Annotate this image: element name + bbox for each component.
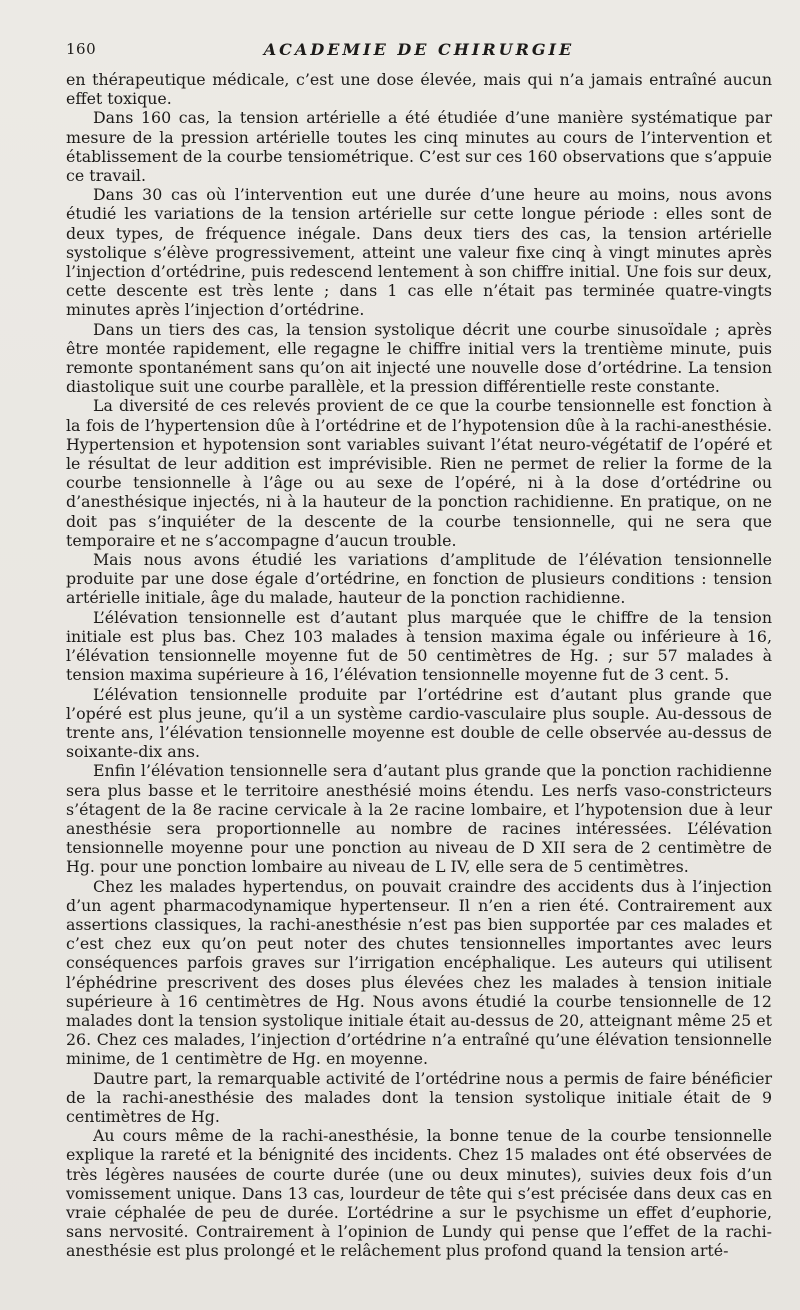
paragraph: Dautre part, la remarquable activité de l’ortédrine nous a permis de faire bénéficier de la rachi-anesthésie des malades dont la tension systolique initiale était de 9 centimètres de Hg. xyxy=(66,1068,772,1126)
paragraph: L’élévation tensionnelle produite par l’ortédrine est d’autant plus grande que l’opéré est plus jeune, qu’il a un système cardio-vasculaire plus souple. Au-dessous de trente ans, l’élévation tensionnelle moyenne est double de celle observée au-dessus de soixante-dix ans. xyxy=(66,684,772,762)
article-body xyxy=(66,70,772,1261)
paragraph: La diversité de ces relevés provient de ce que la courbe tensionnelle est fonction à la fois de l’hypertension dûe à l’ortédrine et de l’hypotension dûe à la rachi-anesthésie. Hypertension et hypotension sont variables suivant l’état neuro-végétatif de l’opéré et le résultat de leur addition est imprévisible. Rien ne permet de relier la forme de la courbe tensionnelle à l’âge ou au sexe de l’opéré, ni à la dose d’ortédrine ou d’anesthésique injectés, ni à la hauteur de la ponction rachidienne. En pratique, on ne doit pas s’inquiéter de la descente de la courbe tensionnelle, qui ne sera que temporaire et ne s’accompagne d’aucun trouble. xyxy=(66,396,772,550)
paragraph: Dans un tiers des cas, la tension systolique décrit une courbe sinusoïdale ; après être montée rapidement, elle regagne le chiffre initial vers la trentième minute, puis remonte spontanément sans qu’on ait injecté une nouvelle dose d’ortédrine. La tension diastolique suit une courbe parallèle, et la pression différentielle reste constante. xyxy=(66,319,772,397)
paragraph: L’élévation tensionnelle est d’autant plus marquée que le chiffre de la tension initiale est plus bas. Chez 103 malades à tension maxima égale ou inférieure à 16, l’élévation tensionnelle moyenne fut de 50 centimètres de Hg. ; sur 57 malades à tension maxima supérieure à 16, l’élévation tensionnelle moyenne fut de 3 cent. 5. xyxy=(66,607,772,685)
paragraph: en thérapeutique médicale, c’est une dose élevée, mais qui n’a jamais entraîné aucun effet toxique. xyxy=(66,70,772,109)
paragraph: Au cours même de la rachi-anesthésie, la bonne tenue de la courbe tensionnelle explique la rareté et la bénignité des incidents. Chez 15 malades ont été observées de très légères nausées de courte durée (une ou deux minutes), suivies deux fois d’un vomissement unique. Dans 13 cas, lourdeur de tête qui s’est précisée dans deux cas en vraie céphalée de peu de durée. L’ortédrine a sur le psychisme un effet d’euphorie, sans nervosité. Contrairement à l’opinion de Lundy qui pense que l’effet de la rachi-anesthésie est plus prolongé et le relâchement plus profond quand la tension arté- xyxy=(66,1126,772,1261)
paragraph: Enfin l’élévation tensionnelle sera d’autant plus grande que la ponction rachidienne sera plus basse et le territoire anesthésié moins étendu. Les nerfs vaso-constricteurs s’étagent de la 8e racine cervicale à la 2e racine lombaire, et l’hypotension due à leur anesthésie sera proportionnelle au nombre de racines intéressées. L’élévation tensionnelle moyenne pour une ponction au niveau de D XII sera de 2 centimètre de Hg. pour une ponction lombaire au niveau de L IV, elle sera de 5 centimètres. xyxy=(66,761,772,877)
paragraph: Mais nous avons étudié les variations d’amplitude de l’élévation tensionnelle produite par une dose égale d’ortédrine, en fonction de plusieurs conditions : tension artérielle initiale, âge du malade, hauteur de la ponction rachidienne. xyxy=(66,550,772,608)
page-number: 160 xyxy=(66,40,97,58)
paragraph: Dans 30 cas où l’intervention eut une durée d’une heure au moins, nous avons étudié les variations de la tension artérielle sur cette longue période : elles sont de deux types, de fréquence inégale. Dans deux tiers des cas, la tension artérielle systolique s’élève progressivement, atteint une valeur fixe cinq à vingt minutes après l’injection d’ortédrine, puis redescend lentement à son chiffre initial. Une fois sur deux, cette descente est très lente ; dans 1 cas elle n’était pas terminée quatre-vingts minutes après l’injection d’ortédrine. xyxy=(66,185,772,320)
paragraph: Dans 160 cas, la tension artérielle a été étudiée d’une manière systématique par mesure de la pression artérielle toutes les cinq minutes au cours de l’intervention et établissement de la courbe tensiométrique. C’est sur ces 160 observations que s’appuie ce travail. xyxy=(66,108,772,186)
running-head xyxy=(66,40,772,64)
paragraph: Chez les malades hypertendus, on pouvait craindre des accidents dus à l’injection d’un agent pharmacodynamique hypertenseur. Il n’en a rien été. Contrairement aux assertions classiques, la rachi-anesthésie n’est pas bien supportée par ces malades et c’est chez eux qu’on peut noter des chutes tensionnelles importantes avec leurs conséquences parfois graves sur l’irrigation encéphalique. Les auteurs qui utilisent l’éphédrine prescrivent des doses plus élevées chez les malades à tension initiale supérieure à 16 centimètres de Hg. Nous avons étudié la courbe tensionnelle de 12 malades dont la tension systolique initiale était au-dessus de 20, atteignant même 25 et 26. Chez ces malades, l’injection d’ortédrine n’a entraîné qu’une élévation tensionnelle minime, de 1 centimètre de Hg. en moyenne. xyxy=(66,876,772,1069)
journal-title: ACADEMIE DE CHIRURGIE xyxy=(263,40,575,59)
